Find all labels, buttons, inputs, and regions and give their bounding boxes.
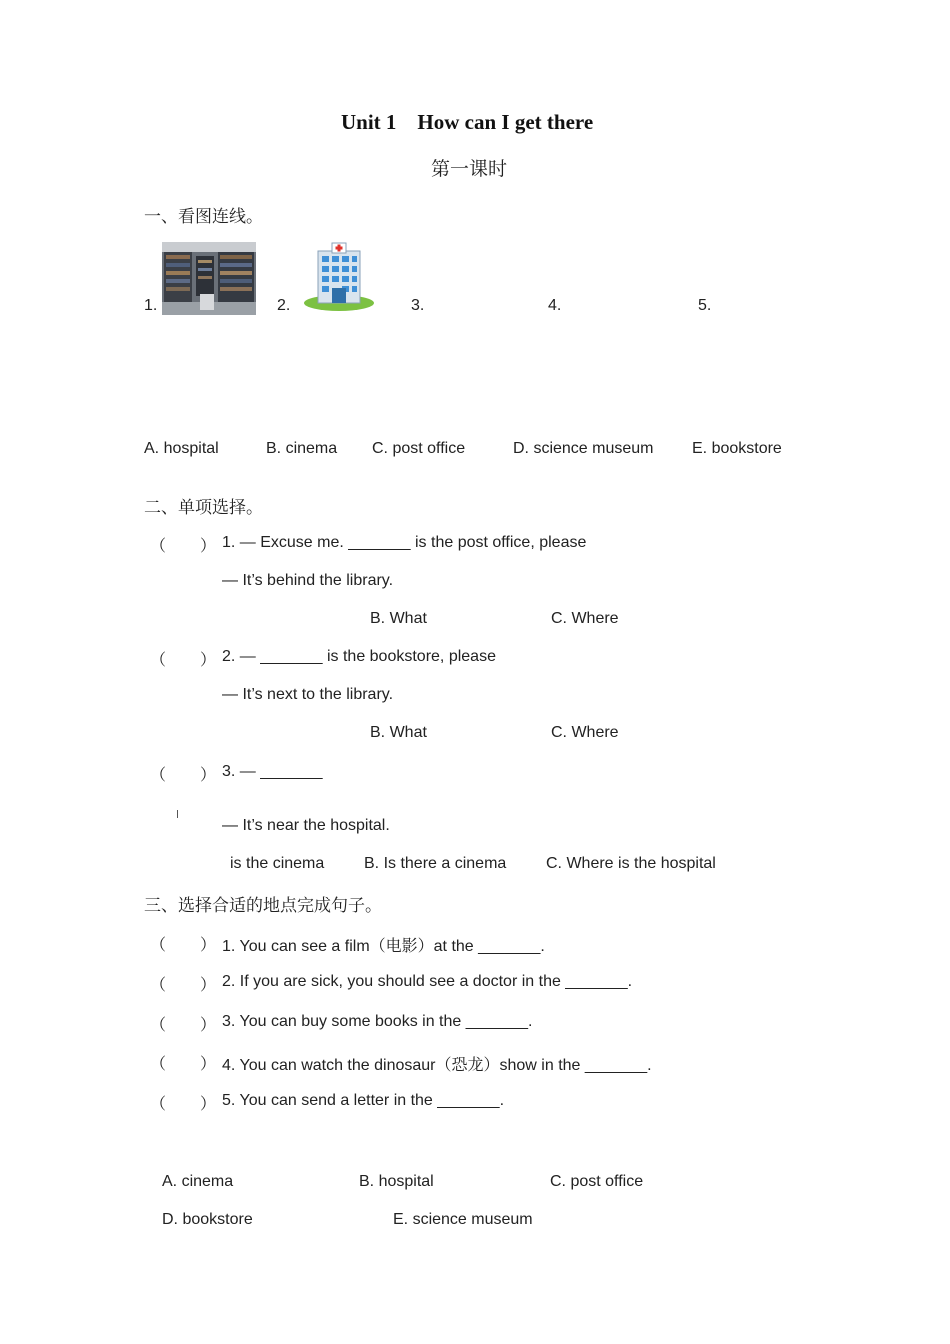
answer-bracket-open: （ — [150, 977, 167, 994]
place-option-a: A. cinema — [162, 1173, 234, 1190]
page-subtitle: 第一课时 — [431, 158, 508, 180]
match-option-e: E. bookstore — [692, 440, 782, 457]
place-option-b: B. hospital — [359, 1173, 434, 1190]
mc-option-2c: C. Where — [551, 724, 619, 741]
mc-question-1: 1. — Excuse me. _______ is the post office, please — [222, 534, 587, 551]
answer-bracket-close: ） — [200, 1056, 217, 1073]
fill-sentence-2: 2. If you are sick, you should see a doctor in the _______. — [222, 973, 633, 990]
answer-bracket-open: （ — [150, 1096, 167, 1113]
place-option-e: E. science museum — [393, 1211, 533, 1228]
answer-bracket-open: （ — [150, 937, 167, 954]
section1-heading: 一、看图连线。 — [144, 207, 263, 227]
mc-question-3: 3. — _______ — [222, 763, 323, 780]
fill-sentence-1: 1. You can see a film（电影）at the _______. — [222, 938, 545, 955]
answer-bracket-close: ） — [200, 937, 217, 954]
section2-heading: 二、单项选择。 — [144, 498, 263, 518]
mc-answer-3: — It’s near the hospital. — [222, 817, 390, 834]
mc-option-1b: B. What — [370, 610, 427, 627]
page-title: Unit 1 How can I get there — [341, 110, 594, 134]
mc-option-3c: C. Where is the hospital — [546, 855, 716, 872]
bookstore-picture — [162, 242, 256, 315]
place-option-d: D. bookstore — [162, 1211, 253, 1228]
mc-option-3b: B. Is there a cinema — [364, 855, 507, 872]
mc-answer-1: — It’s behind the library. — [222, 572, 394, 589]
match-option-b: B. cinema — [266, 440, 338, 457]
mc-option-1c: C. Where — [551, 610, 619, 627]
fill-sentence-3: 3. You can buy some books in the _______. — [222, 1013, 533, 1030]
hospital-picture — [302, 241, 376, 315]
answer-bracket-close: ） — [200, 767, 217, 784]
place-option-c: C. post office — [550, 1173, 644, 1190]
match-option-d: D. science museum — [513, 440, 654, 457]
picture-number-1: 1. — [144, 297, 158, 314]
picture-number-3: 3. — [411, 297, 425, 314]
answer-bracket-open: （ — [150, 1017, 167, 1034]
answer-bracket-close: ） — [200, 652, 217, 669]
answer-bracket-close: ） — [200, 977, 217, 994]
fill-sentence-4: 4. You can watch the dinosaur（恐龙）show in the _______. — [222, 1057, 652, 1074]
picture-number-4: 4. — [548, 297, 562, 314]
mc-answer-2: — It’s next to the library. — [222, 686, 394, 703]
answer-bracket-open: （ — [150, 652, 167, 669]
answer-bracket-open: （ — [150, 767, 167, 784]
answer-bracket-close: ） — [200, 1096, 217, 1113]
picture-number-2: 2. — [277, 297, 291, 314]
match-option-c: C. post office — [372, 440, 466, 457]
match-option-a: A. hospital — [144, 440, 219, 457]
answer-bracket-close: ） — [200, 1017, 217, 1034]
mc-question-2: 2. — _______ is the bookstore, please — [222, 648, 496, 665]
mc-option-2b: B. What — [370, 724, 427, 741]
answer-bracket-open: （ — [150, 1056, 167, 1073]
mc-option-3a: is the cinema — [230, 855, 325, 872]
stray-mark — [177, 810, 178, 818]
section3-heading: 三、选择合适的地点完成句子。 — [144, 896, 382, 916]
answer-bracket-open: （ — [150, 538, 167, 555]
picture-number-5: 5. — [698, 297, 712, 314]
fill-sentence-5: 5. You can send a letter in the _______. — [222, 1092, 505, 1109]
answer-bracket-close: ） — [200, 538, 217, 555]
